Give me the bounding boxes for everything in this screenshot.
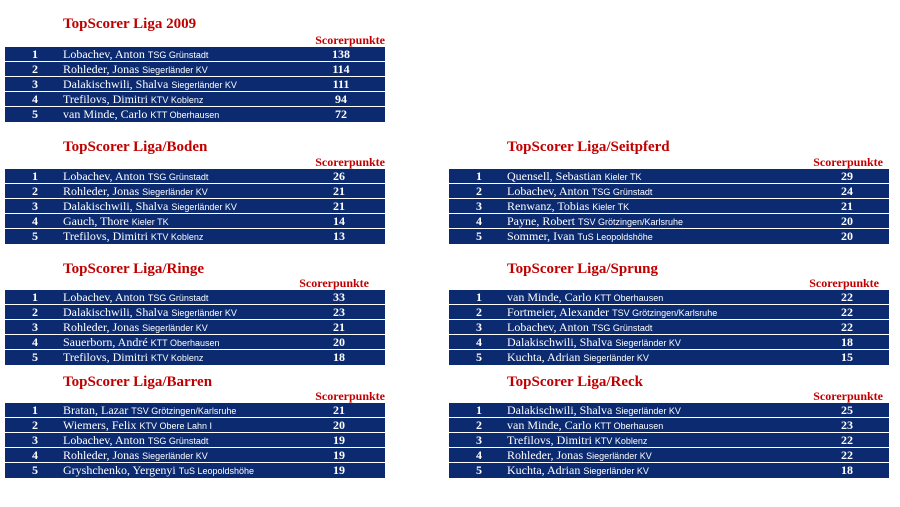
club-name: TSG Grünstadt bbox=[147, 50, 209, 60]
player-cell bbox=[507, 463, 649, 479]
club-name: KTV Koblenz bbox=[150, 232, 204, 242]
table-row bbox=[5, 418, 385, 433]
club-name: TuS Leopoldshöhe bbox=[178, 466, 255, 476]
club-name: Kieler TK bbox=[604, 172, 642, 182]
points: 22 bbox=[841, 290, 853, 304]
club-name: KTT Oberhausen bbox=[594, 421, 664, 431]
player-name: Lobachev, Anton bbox=[507, 184, 589, 198]
scorer-table bbox=[5, 47, 385, 122]
club-name: Siegerländer KV bbox=[171, 80, 237, 90]
rank: 2 bbox=[32, 418, 38, 432]
table-row bbox=[449, 169, 889, 184]
player-cell bbox=[63, 335, 220, 351]
player-cell bbox=[507, 335, 681, 351]
points: 13 bbox=[333, 229, 345, 243]
player-cell bbox=[63, 199, 237, 215]
player-cell bbox=[63, 433, 208, 449]
rank: 5 bbox=[32, 107, 38, 121]
table-row bbox=[5, 169, 385, 184]
player-name: Gryshchenko, Yergenyi bbox=[63, 463, 176, 477]
points: 20 bbox=[841, 229, 853, 243]
club-name: TSV Grötzingen/Karlsruhe bbox=[612, 308, 718, 318]
club-name: Siegerländer KV bbox=[142, 451, 208, 461]
rank: 1 bbox=[476, 290, 482, 304]
table-boden bbox=[5, 138, 385, 248]
club-name: TSG Grünstadt bbox=[147, 172, 209, 182]
rank: 2 bbox=[476, 418, 482, 432]
player-cell bbox=[507, 290, 663, 306]
player-name: Dalakischwili, Shalva bbox=[507, 403, 613, 417]
column-header-scorerpunkte: Scorerpunkte bbox=[813, 155, 883, 169]
player-cell bbox=[507, 403, 681, 419]
player-cell bbox=[63, 92, 203, 108]
player-name: van Minde, Carlo bbox=[507, 418, 592, 432]
table-title: TopScorer Liga/Ringe bbox=[63, 261, 204, 277]
points: 114 bbox=[332, 62, 350, 76]
rank: 5 bbox=[32, 463, 38, 477]
table-row bbox=[449, 433, 889, 448]
column-header-scorerpunkte: Scorerpunkte bbox=[315, 389, 385, 403]
rank: 1 bbox=[32, 403, 38, 417]
column-header-scorerpunkte: Scorerpunkte bbox=[315, 33, 385, 47]
scorer-table bbox=[5, 290, 385, 365]
player-name: Rohleder, Jonas bbox=[63, 448, 140, 462]
scorer-table bbox=[449, 403, 889, 478]
table-title: TopScorer Liga/Sprung bbox=[507, 261, 659, 277]
player-cell bbox=[63, 77, 237, 93]
table-row bbox=[5, 463, 385, 478]
scorer-table bbox=[449, 290, 889, 365]
rank: 5 bbox=[476, 229, 482, 243]
points: 111 bbox=[332, 77, 350, 91]
points: 22 bbox=[841, 305, 853, 319]
points: 23 bbox=[333, 305, 345, 319]
player-name: Lobachev, Anton bbox=[63, 169, 145, 183]
club-name: Siegerländer KV bbox=[171, 308, 237, 318]
player-cell bbox=[507, 169, 642, 185]
player-cell bbox=[63, 463, 254, 479]
table-seitpferd bbox=[449, 138, 889, 248]
rank: 3 bbox=[32, 320, 38, 334]
table-row bbox=[449, 418, 889, 433]
rank: 2 bbox=[32, 62, 38, 76]
player-cell bbox=[63, 229, 203, 245]
table-row bbox=[449, 350, 889, 365]
table-row bbox=[5, 199, 385, 214]
player-name: Sommer, Ivan bbox=[507, 229, 575, 243]
rank: 3 bbox=[476, 320, 482, 334]
player-name: Lobachev, Anton bbox=[63, 290, 145, 304]
club-name: KTV Obere Lahn I bbox=[139, 421, 213, 431]
table-title: TopScorer Liga/Barren bbox=[63, 374, 213, 390]
points: 21 bbox=[333, 403, 345, 417]
player-name: Rohleder, Jonas bbox=[63, 320, 140, 334]
player-name: Trefilovs, Dimitri bbox=[507, 433, 592, 447]
points: 26 bbox=[333, 169, 345, 183]
table-row bbox=[449, 214, 889, 229]
rank: 4 bbox=[32, 335, 38, 349]
rank: 3 bbox=[32, 199, 38, 213]
points: 18 bbox=[841, 463, 853, 477]
rank: 3 bbox=[32, 433, 38, 447]
player-name: Dalakischwili, Shalva bbox=[63, 199, 169, 213]
player-cell bbox=[63, 184, 208, 200]
player-cell bbox=[63, 169, 208, 185]
club-name: Siegerländer KV bbox=[583, 353, 649, 363]
rank: 5 bbox=[476, 463, 482, 477]
player-cell bbox=[507, 184, 652, 200]
table-row bbox=[5, 77, 385, 92]
rank: 4 bbox=[476, 214, 482, 228]
table-title: TopScorer Liga/Reck bbox=[507, 374, 643, 390]
table-barren bbox=[5, 373, 385, 483]
points: 21 bbox=[333, 320, 345, 334]
player-name: Quensell, Sebastian bbox=[507, 169, 602, 183]
player-name: Payne, Robert bbox=[507, 214, 575, 228]
player-cell bbox=[507, 199, 629, 215]
player-name: Kuchta, Adrian bbox=[507, 463, 581, 477]
points: 19 bbox=[333, 433, 345, 447]
rank: 1 bbox=[32, 47, 38, 61]
table-row bbox=[449, 448, 889, 463]
points: 19 bbox=[333, 463, 345, 477]
rank: 3 bbox=[476, 199, 482, 213]
player-name: Wiemers, Felix bbox=[63, 418, 137, 432]
rank: 4 bbox=[32, 214, 38, 228]
rank: 1 bbox=[476, 169, 482, 183]
player-cell bbox=[63, 305, 237, 321]
column-header-scorerpunkte: Scorerpunkte bbox=[809, 276, 879, 290]
player-cell bbox=[63, 62, 208, 78]
player-cell bbox=[507, 418, 663, 434]
table-title: TopScorer Liga/Boden bbox=[63, 139, 208, 155]
player-cell bbox=[63, 418, 212, 434]
table-row bbox=[449, 184, 889, 199]
club-name: Siegerländer KV bbox=[142, 65, 208, 75]
table-row bbox=[5, 320, 385, 335]
rank: 3 bbox=[476, 433, 482, 447]
rank: 5 bbox=[476, 350, 482, 364]
column-header-scorerpunkte: Scorerpunkte bbox=[315, 155, 385, 169]
table-row bbox=[5, 335, 385, 350]
club-name: Kieler TK bbox=[592, 202, 630, 212]
table-row bbox=[449, 290, 889, 305]
player-cell bbox=[507, 448, 652, 464]
rank: 5 bbox=[32, 229, 38, 243]
table-sprung bbox=[449, 260, 889, 370]
points: 21 bbox=[333, 199, 345, 213]
points: 138 bbox=[332, 47, 350, 61]
table-row bbox=[449, 199, 889, 214]
rank: 4 bbox=[476, 335, 482, 349]
points: 23 bbox=[841, 418, 853, 432]
club-name: TSV Grötzingen/Karlsruhe bbox=[131, 406, 237, 416]
points: 18 bbox=[333, 350, 345, 364]
points: 22 bbox=[841, 320, 853, 334]
table-row bbox=[5, 62, 385, 77]
club-name: TSG Grünstadt bbox=[591, 323, 653, 333]
table-reck bbox=[449, 373, 889, 483]
column-header-scorerpunkte: Scorerpunkte bbox=[813, 389, 883, 403]
points: 33 bbox=[333, 290, 345, 304]
table-row bbox=[5, 47, 385, 62]
table-row bbox=[5, 107, 385, 122]
rank: 2 bbox=[476, 184, 482, 198]
table-row bbox=[449, 229, 889, 244]
player-name: Gauch, Thore bbox=[63, 214, 129, 228]
rank: 2 bbox=[32, 184, 38, 198]
points: 94 bbox=[335, 92, 347, 106]
player-name: Lobachev, Anton bbox=[63, 433, 145, 447]
player-name: Trefilovs, Dimitri bbox=[63, 229, 148, 243]
player-name: Rohleder, Jonas bbox=[63, 184, 140, 198]
club-name: TSG Grünstadt bbox=[147, 436, 209, 446]
club-name: Siegerländer KV bbox=[171, 202, 237, 212]
club-name: Siegerländer KV bbox=[615, 338, 681, 348]
club-name: Kieler TK bbox=[131, 217, 169, 227]
table-row bbox=[449, 305, 889, 320]
points: 15 bbox=[841, 350, 853, 364]
club-name: Siegerländer KV bbox=[142, 323, 208, 333]
rank: 4 bbox=[32, 92, 38, 106]
player-name: Dalakischwili, Shalva bbox=[63, 77, 169, 91]
player-name: Rohleder, Jonas bbox=[507, 448, 584, 462]
table-row bbox=[5, 184, 385, 199]
player-cell bbox=[63, 320, 208, 336]
table-row bbox=[449, 335, 889, 350]
rank: 3 bbox=[32, 77, 38, 91]
points: 24 bbox=[841, 184, 853, 198]
player-cell bbox=[507, 350, 649, 366]
rank: 1 bbox=[32, 290, 38, 304]
player-cell bbox=[63, 107, 219, 123]
points: 25 bbox=[841, 403, 853, 417]
points: 19 bbox=[333, 448, 345, 462]
club-name: KTV Koblenz bbox=[150, 95, 204, 105]
points: 29 bbox=[841, 169, 853, 183]
player-name: Bratan, Lazar bbox=[63, 403, 129, 417]
points: 21 bbox=[333, 184, 345, 198]
club-name: TSG Grünstadt bbox=[147, 293, 209, 303]
player-name: Rohleder, Jonas bbox=[63, 62, 140, 76]
table-row bbox=[5, 92, 385, 107]
table-row bbox=[449, 320, 889, 335]
table-title: TopScorer Liga/Seitpferd bbox=[507, 139, 670, 155]
points: 22 bbox=[841, 433, 853, 447]
player-name: Trefilovs, Dimitri bbox=[63, 92, 148, 106]
club-name: KTV Koblenz bbox=[594, 436, 648, 446]
player-cell bbox=[63, 290, 208, 306]
points: 22 bbox=[841, 448, 853, 462]
player-name: Sauerborn, André bbox=[63, 335, 148, 349]
column-header-scorerpunkte: Scorerpunkte bbox=[299, 276, 369, 290]
table-row bbox=[5, 433, 385, 448]
table-row bbox=[5, 290, 385, 305]
player-cell bbox=[63, 214, 169, 230]
rank: 2 bbox=[32, 305, 38, 319]
table-row bbox=[5, 305, 385, 320]
player-cell bbox=[507, 305, 717, 321]
player-name: Lobachev, Anton bbox=[507, 320, 589, 334]
scorer-table bbox=[5, 169, 385, 244]
club-name: KTT Oberhausen bbox=[150, 338, 220, 348]
scorer-table bbox=[449, 169, 889, 244]
club-name: Siegerländer KV bbox=[583, 466, 649, 476]
player-cell bbox=[507, 214, 683, 230]
points: 21 bbox=[841, 199, 853, 213]
points: 20 bbox=[333, 418, 345, 432]
points: 20 bbox=[333, 335, 345, 349]
player-cell bbox=[507, 229, 653, 245]
table-row bbox=[449, 403, 889, 418]
table-row bbox=[5, 350, 385, 365]
rank: 2 bbox=[476, 305, 482, 319]
table-row bbox=[449, 463, 889, 478]
player-name: Trefilovs, Dimitri bbox=[63, 350, 148, 364]
player-cell bbox=[63, 448, 208, 464]
club-name: KTT Oberhausen bbox=[594, 293, 664, 303]
club-name: Siegerländer KV bbox=[142, 187, 208, 197]
rank: 5 bbox=[32, 350, 38, 364]
scorer-table bbox=[5, 403, 385, 478]
player-cell bbox=[63, 350, 203, 366]
player-name: Lobachev, Anton bbox=[63, 47, 145, 61]
player-cell bbox=[63, 47, 208, 63]
club-name: TSG Grünstadt bbox=[591, 187, 653, 197]
table-row bbox=[5, 403, 385, 418]
table-title: TopScorer Liga 2009 bbox=[63, 16, 197, 32]
rank: 1 bbox=[32, 169, 38, 183]
club-name: Siegerländer KV bbox=[615, 406, 681, 416]
club-name: KTT Oberhausen bbox=[150, 110, 220, 120]
points: 72 bbox=[335, 107, 347, 121]
club-name: Siegerländer KV bbox=[586, 451, 652, 461]
club-name: KTV Koblenz bbox=[150, 353, 204, 363]
player-cell bbox=[63, 403, 236, 419]
player-name: Kuchta, Adrian bbox=[507, 350, 581, 364]
player-cell bbox=[507, 433, 647, 449]
rank: 1 bbox=[476, 403, 482, 417]
table-liga-2009 bbox=[5, 15, 385, 125]
rank: 4 bbox=[476, 448, 482, 462]
player-name: Dalakischwili, Shalva bbox=[63, 305, 169, 319]
points: 18 bbox=[841, 335, 853, 349]
player-name: van Minde, Carlo bbox=[507, 290, 592, 304]
player-name: Fortmeier, Alexander bbox=[507, 305, 610, 319]
player-name: Dalakischwili, Shalva bbox=[507, 335, 613, 349]
table-row bbox=[5, 214, 385, 229]
player-cell bbox=[507, 320, 652, 336]
player-name: van Minde, Carlo bbox=[63, 107, 148, 121]
rank: 4 bbox=[32, 448, 38, 462]
table-ringe bbox=[5, 260, 385, 370]
points: 14 bbox=[333, 214, 345, 228]
table-row bbox=[5, 229, 385, 244]
points: 20 bbox=[841, 214, 853, 228]
club-name: TuS Leopoldshöhe bbox=[577, 232, 653, 242]
player-name: Renwanz, Tobias bbox=[507, 199, 590, 213]
table-row bbox=[5, 448, 385, 463]
club-name: TSV Grötzingen/Karlsruhe bbox=[578, 217, 684, 227]
